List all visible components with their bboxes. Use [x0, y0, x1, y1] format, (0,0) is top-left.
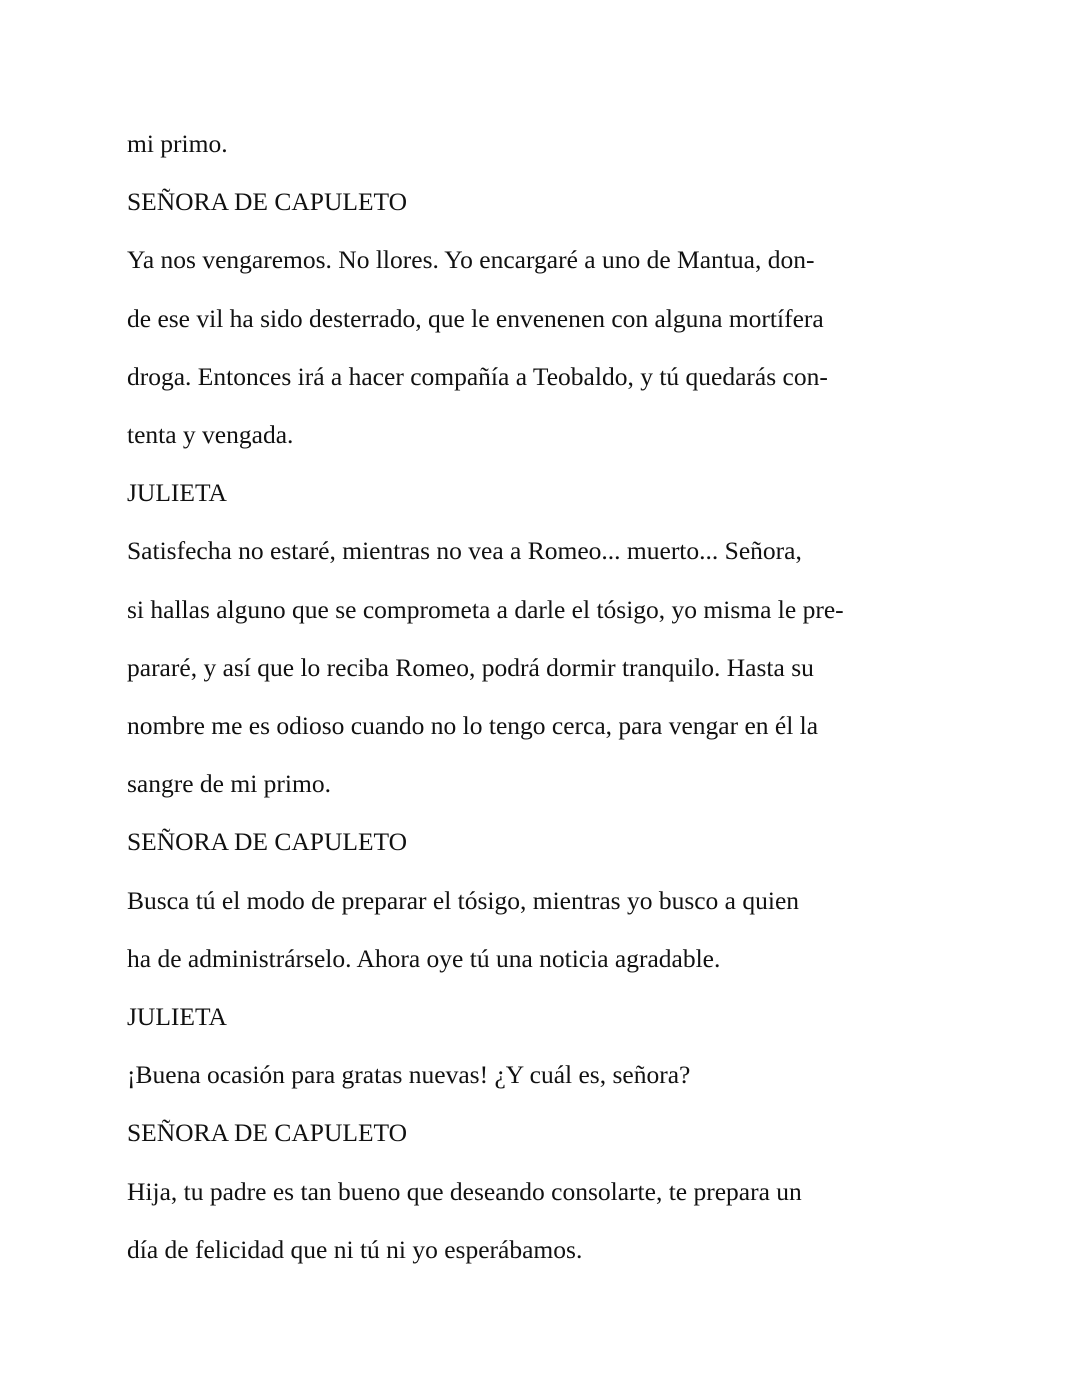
dialogue-line: pararé, y así que lo reciba Romeo, podrá dormir tranquilo. Hasta su	[127, 652, 814, 682]
dialogue-line: de ese vil ha sido desterrado, que le envenenen con alguna mortífera	[127, 303, 824, 333]
speaker-name: SEÑORA DE CAPULETO	[127, 827, 408, 857]
dialogue-line: tenta y vengada.	[127, 420, 294, 450]
play-text	[127, 115, 927, 1279]
dialogue-line: nombre me es odioso cuando no lo tengo cerca, para vengar en él la	[127, 711, 819, 741]
speaker-name: JULIETA	[127, 478, 227, 508]
speaker-name: SEÑORA DE CAPULETO	[127, 1118, 408, 1148]
dialogue-line: día de felicidad que ni tú ni yo esperábamos.	[127, 1234, 583, 1264]
dialogue-line: Satisfecha no estaré, mientras no vea a Romeo... muerto... Señora,	[127, 536, 802, 566]
dialogue-line: droga. Entonces irá a hacer compañía a Teobaldo, y tú quedarás con-	[127, 361, 828, 391]
dialogue-line: Busca tú el modo de preparar el tósigo, mientras yo busco a quien	[127, 885, 800, 915]
dialogue-line: si hallas alguno que se comprometa a darle el tósigo, yo misma le pre-	[127, 594, 844, 624]
speaker-name: JULIETA	[127, 1002, 227, 1032]
dialogue-line: ha de administrárselo. Ahora oye tú una noticia agradable.	[127, 943, 721, 973]
dialogue-line: sangre de mi primo.	[127, 769, 331, 799]
dialogue-line: Ya nos vengaremos. No llores. Yo encargaré a uno de Mantua, don-	[127, 245, 815, 275]
dialogue-line: Hija, tu padre es tan bueno que deseando consolarte, te prepara un	[127, 1176, 802, 1206]
dialogue-line: ¡Buena ocasión para gratas nuevas! ¿Y cuál es, señora?	[127, 1060, 691, 1090]
speaker-name: SEÑORA DE CAPULETO	[127, 187, 408, 217]
dialogue-line: mi primo.	[127, 129, 228, 158]
